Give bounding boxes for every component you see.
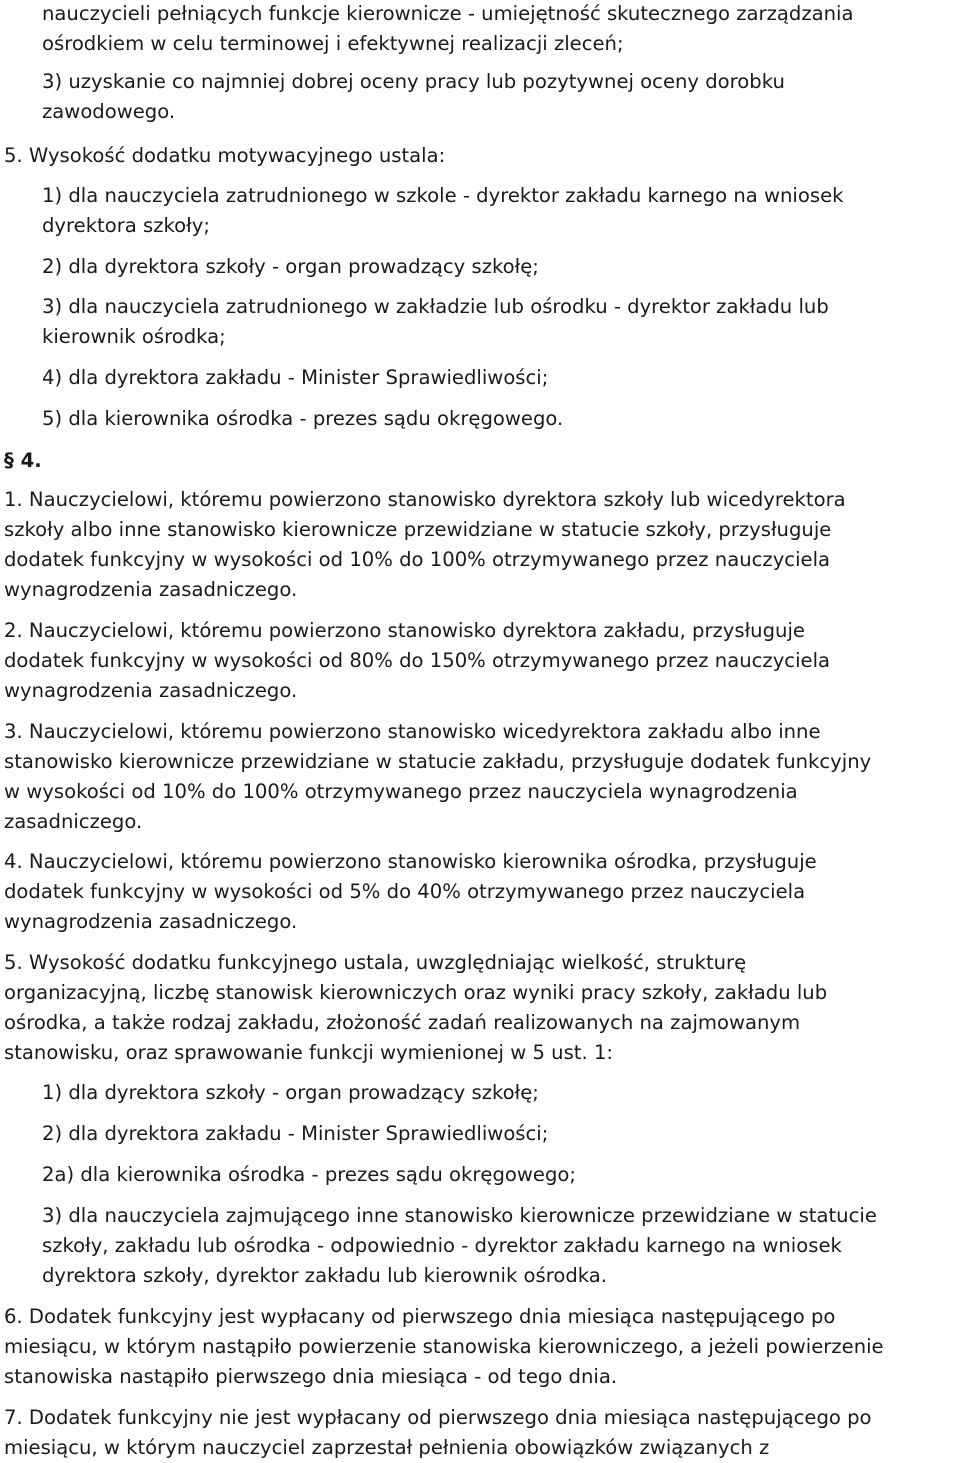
text-line: 3. Nauczycielowi, któremu powierzono stanowisko wicedyrektora zakładu albo inne — [4, 720, 821, 743]
text-line: 6. Dodatek funkcyjny jest wypłacany od pierwszego dnia miesiąca następującego po — [4, 1305, 836, 1328]
text-line: dyrektora szkoły; — [42, 214, 210, 237]
text-line: 4) dla dyrektora zakładu - Minister Sprawiedliwości; — [42, 366, 549, 389]
text-line: 1. Nauczycielowi, któremu powierzono stanowisko dyrektora szkoły lub wicedyrektora — [4, 488, 846, 511]
text-line: dodatek funkcyjny w wysokości od 10% do 100% otrzymywanego przez nauczyciela — [4, 548, 831, 571]
text-line: 1) dla nauczyciela zatrudnionego w szkole - dyrektor zakładu karnego na wniosek — [42, 184, 844, 207]
text-line: 7. Dodatek funkcyjny nie jest wypłacany od pierwszego dnia miesiąca następującego po — [4, 1406, 872, 1429]
text-line: dyrektora szkoły, dyrektor zakładu lub kierownik ośrodka. — [42, 1264, 608, 1287]
text-line: stanowiska nastąpiło pierwszego dnia miesiąca - od tego dnia. — [4, 1365, 618, 1388]
text-line: ośrodka, a także rodzaj zakładu, złożoność zadań realizowanych na zajmowanym — [4, 1011, 801, 1034]
text-line: szkoły, zakładu lub ośrodka - odpowiednio - dyrektor zakładu karnego na wniosek — [42, 1234, 842, 1257]
text-line: stanowisko kierownicze przewidziane w statucie zakładu, przysługuje dodatek funkcyjny — [4, 750, 872, 773]
text-line: 1) dla dyrektora szkoły - organ prowadzący szkołę; — [42, 1081, 539, 1104]
text-line: 2) dla dyrektora szkoły - organ prowadzący szkołę; — [42, 255, 539, 278]
text-line: nauczycieli pełniących funkcje kierownicze - umiejętność skutecznego zarządzania — [42, 2, 854, 25]
text-line: wynagrodzenia zasadniczego. — [4, 679, 298, 702]
section-heading: § 4. — [4, 449, 42, 472]
text-line: 3) dla nauczyciela zajmującego inne stanowisko kierownicze przewidziane w statucie — [42, 1204, 877, 1227]
text-line: zawodowego. — [42, 100, 176, 123]
text-line: 5. Wysokość dodatku motywacyjnego ustala: — [4, 144, 446, 167]
text-line: 2. Nauczycielowi, któremu powierzono stanowisko dyrektora zakładu, przysługuje — [4, 619, 805, 642]
text-line: stanowisku, oraz sprawowanie funkcji wymienionej w 5 ust. 1: — [4, 1041, 614, 1064]
text-line: ośrodkiem w celu terminowej i efektywnej realizacji zleceń; — [42, 32, 624, 55]
text-line: szkoły albo inne stanowisko kierownicze przewidziane w statucie szkoły, przysługuje — [4, 518, 832, 541]
text-line: miesiącu, w którym nastąpiło powierzenie stanowiska kierowniczego, a jeżeli powierzenie — [4, 1335, 884, 1358]
text-line: 2a) dla kierownika ośrodka - prezes sądu okręgowego; — [42, 1163, 576, 1186]
text-line: dodatek funkcyjny w wysokości od 80% do 150% otrzymywanego przez nauczyciela — [4, 649, 831, 672]
text-line: w wysokości od 10% do 100% otrzymywanego przez nauczyciela wynagrodzenia — [4, 780, 798, 803]
text-line: miesiącu, w którym nauczyciel zaprzestał pełnienia obowiązków związanych z — [4, 1436, 770, 1459]
text-line: 2) dla dyrektora zakładu - Minister Sprawiedliwości; — [42, 1122, 549, 1145]
text-line: wynagrodzenia zasadniczego. — [4, 578, 298, 601]
text-line: kierownik ośrodka; — [42, 325, 226, 348]
text-line: 3) uzyskanie co najmniej dobrej oceny pracy lub pozytywnej oceny dorobku — [42, 70, 785, 93]
text-line: 3) dla nauczyciela zatrudnionego w zakładzie lub ośrodku - dyrektor zakładu lub — [42, 295, 829, 318]
text-line: dodatek funkcyjny w wysokości od 5% do 40% otrzymywanego przez nauczyciela — [4, 880, 806, 903]
text-line: 5. Wysokość dodatku funkcyjnego ustala, uwzględniając wielkość, strukturę — [4, 951, 747, 974]
text-line: wynagrodzenia zasadniczego. — [4, 910, 298, 933]
text-line: organizacyjną, liczbę stanowisk kierowniczych oraz wyniki pracy szkoły, zakładu lub — [4, 981, 828, 1004]
text-line: zasadniczego. — [4, 810, 143, 833]
text-line: 5) dla kierownika ośrodka - prezes sądu okręgowego. — [42, 407, 564, 430]
text-line: 4. Nauczycielowi, któremu powierzono stanowisko kierownika ośrodka, przysługuje — [4, 850, 817, 873]
